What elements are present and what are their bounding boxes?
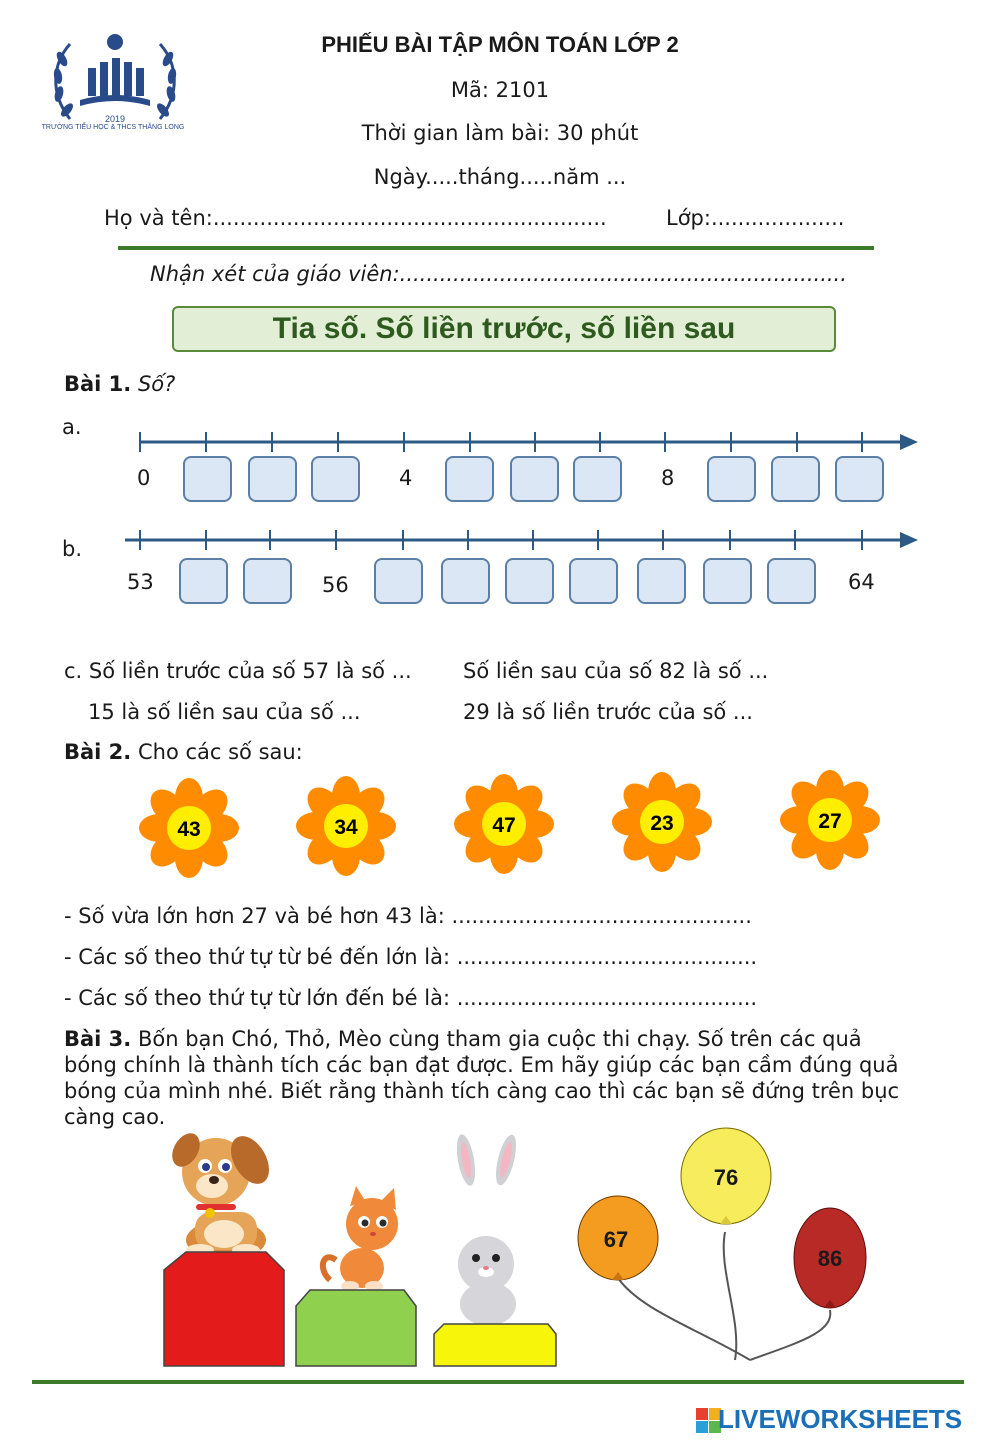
- answer-box-b2[interactable]: [243, 558, 292, 604]
- bai2-question-2[interactable]: - Các số theo thứ tự từ bé đến lớn là: .............................................: [64, 945, 758, 969]
- bai1-prompt: Số?: [137, 372, 176, 396]
- answer-box-a2[interactable]: [248, 456, 297, 502]
- number-lines: [0, 0, 1000, 620]
- bai2-prompt: Cho các số sau:: [137, 740, 303, 764]
- answer-box-b4[interactable]: [374, 558, 423, 604]
- flower-number: 43: [177, 818, 201, 841]
- balloon-76[interactable]: [681, 1128, 771, 1224]
- answer-box-a10[interactable]: [771, 456, 820, 502]
- bai3-line: càng cao.: [64, 1105, 166, 1129]
- balloon-number: 86: [817, 1246, 843, 1271]
- flower-number: 27: [818, 810, 842, 833]
- bai3-line: bóng của mình nhé. Biết rằng thành tích càng cao thì các bạn sẽ đứng trên bục: [64, 1079, 900, 1103]
- flower-27: [780, 770, 880, 870]
- bai2-question-1[interactable]: - Số vừa lớn hơn 27 và bé hơn 43 là: .............................................: [64, 904, 752, 928]
- date-field[interactable]: Ngày.....tháng.....năm ...: [373, 165, 627, 189]
- tick-label-b: 56: [322, 573, 349, 597]
- answer-box-a7[interactable]: [573, 456, 622, 502]
- name-field[interactable]: Họ và tên:...........................................................: [104, 206, 607, 230]
- school-caption: TRƯỜNG TIỂU HỌC & THCS THĂNG LONG: [41, 124, 185, 131]
- answer-box-b6[interactable]: [505, 558, 554, 604]
- bai2-question-3[interactable]: - Các số theo thứ tự từ lớn đến bé là: .............................................: [64, 986, 758, 1010]
- answer-box-b9[interactable]: [703, 558, 752, 604]
- answer-box-b5[interactable]: [441, 558, 490, 604]
- balloon-string: [724, 1232, 737, 1360]
- part-a-label: a.: [62, 415, 82, 439]
- flower-47: [454, 774, 554, 874]
- balloon-67[interactable]: [578, 1196, 658, 1280]
- question-c1-right[interactable]: Số liền sau của số 82 là số ...: [463, 659, 769, 683]
- class-field[interactable]: Lớp:....................: [666, 206, 845, 230]
- flower-34: [296, 776, 396, 876]
- balloon-number: 76: [713, 1165, 739, 1190]
- tick-label-b: 64: [848, 570, 875, 594]
- podium-second: [296, 1290, 416, 1366]
- flower-43: [139, 778, 239, 878]
- flower-number: 47: [492, 814, 516, 837]
- rabbit-illustration: [454, 1133, 520, 1326]
- tick-label-a: 0: [137, 466, 151, 490]
- tick-label-a: 8: [661, 466, 675, 490]
- answer-box-b10[interactable]: [767, 558, 816, 604]
- question-c1-left[interactable]: c. Số liền trước của số 57 là số ...: [64, 659, 412, 683]
- topic-title: Tia số. Số liền trước, số liền sau: [272, 312, 736, 345]
- worksheet-code: Mã: 2101: [450, 78, 550, 102]
- cat-illustration: [323, 1186, 398, 1291]
- question-c2-left[interactable]: 15 là số liền sau của số ...: [88, 700, 361, 724]
- balloon-86[interactable]: [794, 1208, 866, 1308]
- answer-box-a1[interactable]: [183, 456, 232, 502]
- answer-box-b8[interactable]: [637, 558, 686, 604]
- question-c2-right[interactable]: 29 là số liền trước của số ...: [463, 700, 753, 724]
- flower-23: [612, 772, 712, 872]
- bai3-line: bóng chính là thành tích các bạn đạt được. Em hãy giúp các bạn cầm đúng quả: [64, 1053, 899, 1077]
- balloon-string: [618, 1278, 750, 1360]
- flowers-row: [0, 760, 1000, 890]
- time-limit: Thời gian làm bài: 30 phút: [361, 121, 639, 145]
- bai3-line: Bốn bạn Chó, Thỏ, Mèo cùng tham gia cuộc thi chạy. Số trên các quả: [137, 1027, 862, 1051]
- bai1-label: Bài 1.: [64, 372, 132, 396]
- bai2-label: Bài 2.: [64, 740, 132, 764]
- answer-box-a3[interactable]: [311, 456, 360, 502]
- footer-divider: [32, 1380, 964, 1384]
- liveworksheets-brand[interactable]: LIVEWORKSHEETS: [718, 1404, 963, 1434]
- arrow-icon: [900, 434, 918, 450]
- worksheet-title: PHIẾU BÀI TẬP MÔN TOÁN LỚP 2: [321, 32, 679, 57]
- answer-box-b7[interactable]: [569, 558, 618, 604]
- dog-illustration: [167, 1128, 277, 1260]
- flower-number: 23: [650, 812, 674, 835]
- teacher-comment: Nhận xét của giáo viên:...................................................................: [150, 262, 847, 286]
- bai3-label: Bài 3.: [64, 1027, 132, 1051]
- balloon-number: 67: [603, 1227, 629, 1252]
- part-b-label: b.: [62, 537, 83, 561]
- arrow-icon: [900, 532, 918, 548]
- podium-first: [164, 1252, 284, 1366]
- bai3-text: [64, 1026, 944, 1130]
- race-scene: [0, 1120, 1000, 1380]
- answer-box-a9[interactable]: [707, 456, 756, 502]
- podium-third: [434, 1324, 556, 1366]
- answer-box-a5[interactable]: [445, 456, 494, 502]
- answer-box-a6[interactable]: [510, 456, 559, 502]
- tick-label-b: 53: [127, 570, 154, 594]
- answer-box-b1[interactable]: [179, 558, 228, 604]
- answer-box-a11[interactable]: [835, 456, 884, 502]
- flower-number: 34: [334, 816, 358, 839]
- logo-year: 2019: [104, 114, 126, 124]
- tick-label-a: 4: [399, 466, 413, 490]
- balloon-string: [750, 1310, 830, 1360]
